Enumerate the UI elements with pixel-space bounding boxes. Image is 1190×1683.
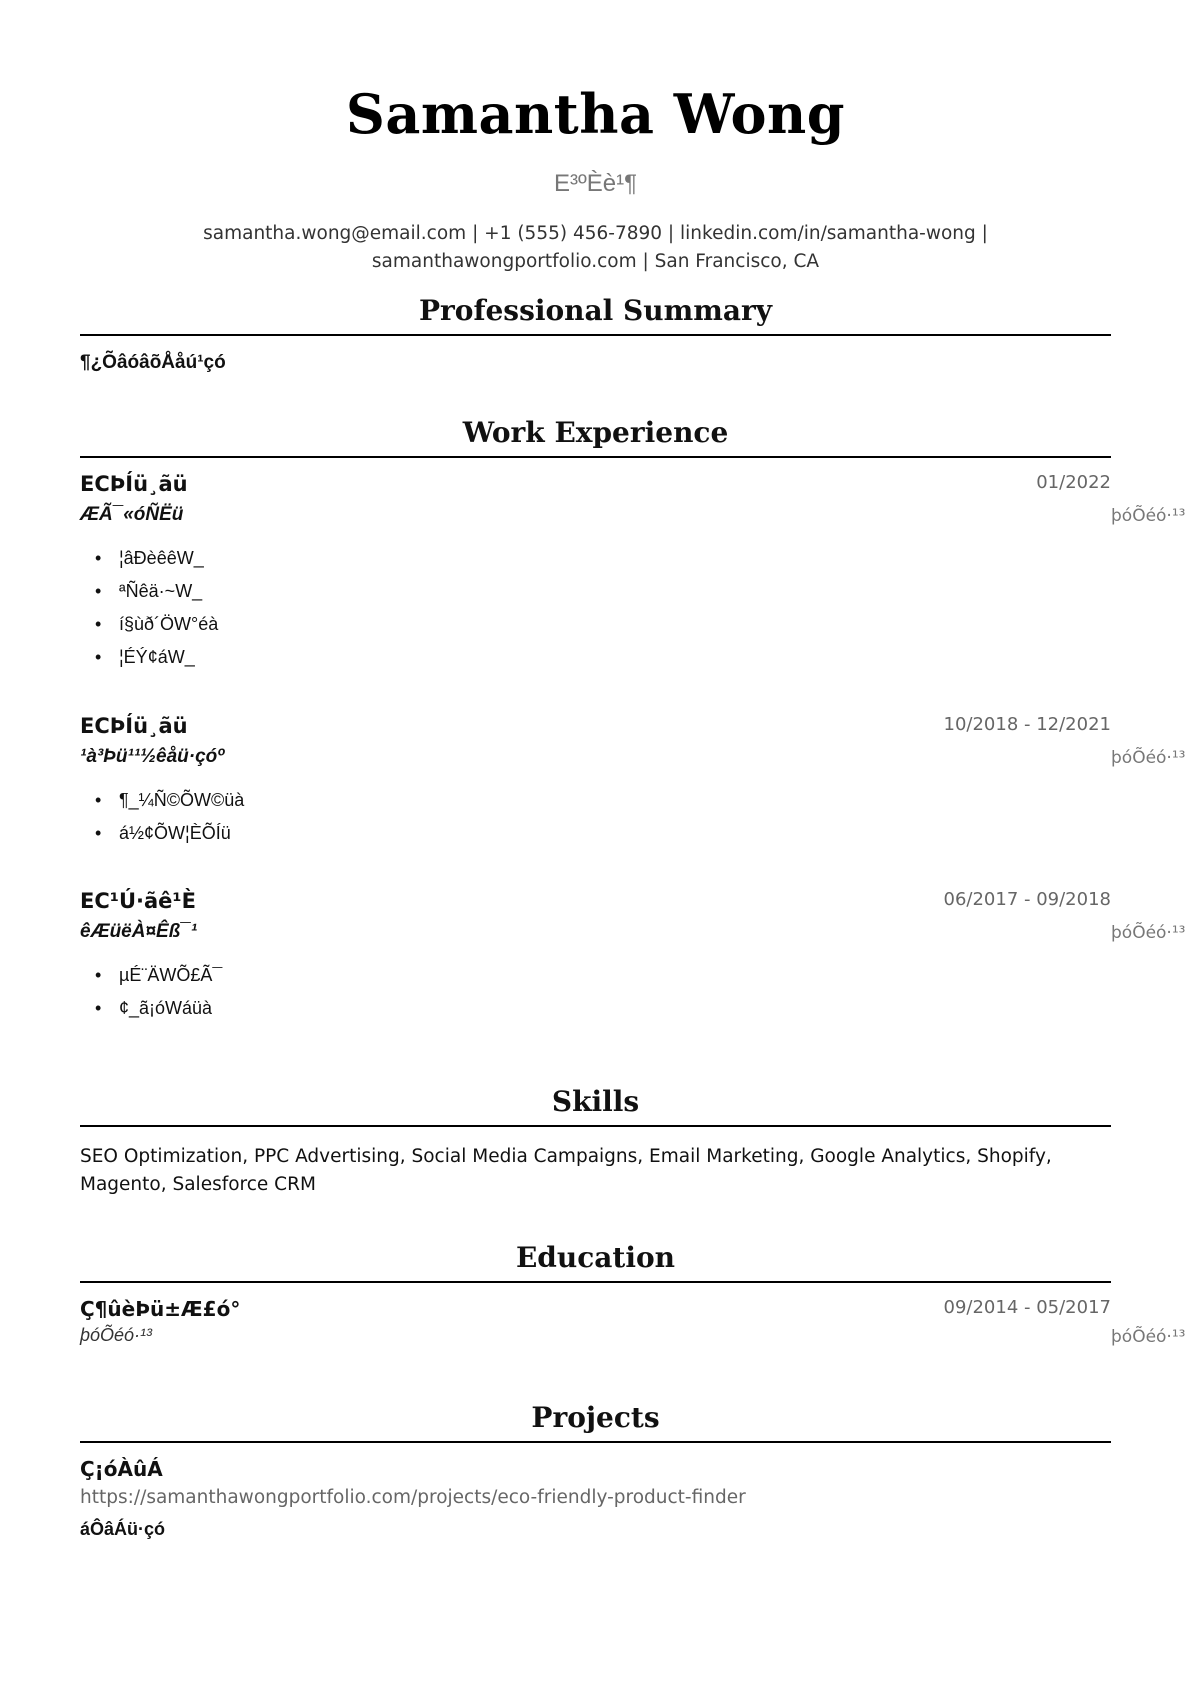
contact-line-1: samantha.wong@email.com | +1 (555) 456-7890 | linkedin.com/in/samantha-wong |: [203, 223, 988, 244]
project-description: áÔâÁü·çó: [80, 1519, 166, 1539]
job-entry: [80, 714, 1186, 854]
job-location: þóÕéó·¹³: [1111, 506, 1186, 526]
job-date: 10/2018 - 12/2021: [943, 714, 1111, 735]
education-date: 09/2014 - 05/2017: [943, 1297, 1111, 1318]
job-bullet: • ¦âÐèêêW_: [80, 542, 218, 575]
experience-section: [80, 414, 1186, 1054]
section-title-experience: Work Experience: [462, 416, 729, 449]
section-title-projects: Projects: [531, 1401, 660, 1434]
job-bullet: • ¦ÉÝ¢áW_: [80, 641, 218, 674]
job-company: ÆÃ¯«óÑËü: [80, 504, 184, 525]
job-bullets: [80, 959, 222, 1025]
summary-text: ¶¿ÕâóâõÅåú¹çó: [80, 352, 226, 373]
section-divider: [80, 1441, 1111, 1443]
job-title: EC¹Ú·ãê¹È: [80, 889, 196, 913]
education-degree: Ç¶ûèÞü±Æ£ó°: [80, 1297, 241, 1321]
job-bullet: • í§ùð´ÖW°éà: [80, 608, 218, 641]
project-title: Ç¡óÀûÁ: [80, 1457, 163, 1481]
job-bullet: • ªÑêä·~W_: [80, 575, 218, 608]
project-entry: [80, 1457, 1111, 1567]
job-date: 01/2022: [1036, 472, 1111, 493]
section-title-skills: Skills: [551, 1085, 640, 1118]
skills-section: [80, 1083, 1111, 1213]
job-entry: [80, 889, 1186, 1029]
job-title: ECÞÍü¸ãü: [80, 714, 188, 738]
projects-section: [80, 1399, 1111, 1599]
skills-text: SEO Optimization, PPC Advertising, Social Media Campaigns, Email Marketing, Google Analytics, Shopify, Magento, Salesforce CRM: [80, 1146, 1052, 1195]
job-location: þóÕéó·¹³: [1111, 748, 1186, 768]
education-location: þóÕéó·¹³: [1111, 1327, 1186, 1347]
job-entry: [80, 472, 1186, 672]
job-location: þóÕéó·¹³: [1111, 923, 1186, 943]
job-bullet: • ¶_¼Ñ©ÕW©üà: [80, 784, 244, 817]
job-bullets: [80, 542, 218, 674]
job-company: ¹à³Þü¹¹½êåü·çóº: [80, 746, 225, 767]
section-divider: [80, 456, 1111, 458]
section-divider: [80, 1125, 1111, 1127]
resume-name: Samantha Wong: [345, 82, 846, 146]
resume-page: [80, 0, 1186, 1683]
job-company: êÆüëÀ¤Êß¯¹: [80, 921, 198, 942]
summary-section: [80, 292, 1111, 392]
contact-line-2: samanthawongportfolio.com | San Francisco, CA: [371, 251, 820, 272]
education-school: þóÕéó·¹³: [80, 1325, 153, 1345]
project-url-link[interactable]: https://samanthawongportfolio.com/projects/eco-friendly-product-finder: [80, 1487, 746, 1508]
section-title-summary: Professional Summary: [418, 294, 773, 327]
job-title: ECÞÍü¸ãü: [80, 472, 188, 496]
job-bullets: [80, 784, 244, 850]
job-date: 06/2017 - 09/2018: [943, 889, 1111, 910]
education-entry: [80, 1297, 1186, 1357]
section-divider: [80, 334, 1111, 336]
section-title-education: Education: [515, 1241, 676, 1274]
education-section: [80, 1239, 1186, 1369]
resume-subtitle: E³ºÈè¹¶: [553, 170, 637, 197]
job-bullet: • á½¢ÕW¦ÈÕÍü: [80, 817, 244, 850]
section-divider: [80, 1281, 1111, 1283]
contact-info: [80, 220, 1111, 276]
job-bullet: • µÉ¨ÄWÕ£Ã¯: [80, 959, 222, 992]
job-bullet: • ¢_ã¡óWáüà: [80, 992, 222, 1025]
